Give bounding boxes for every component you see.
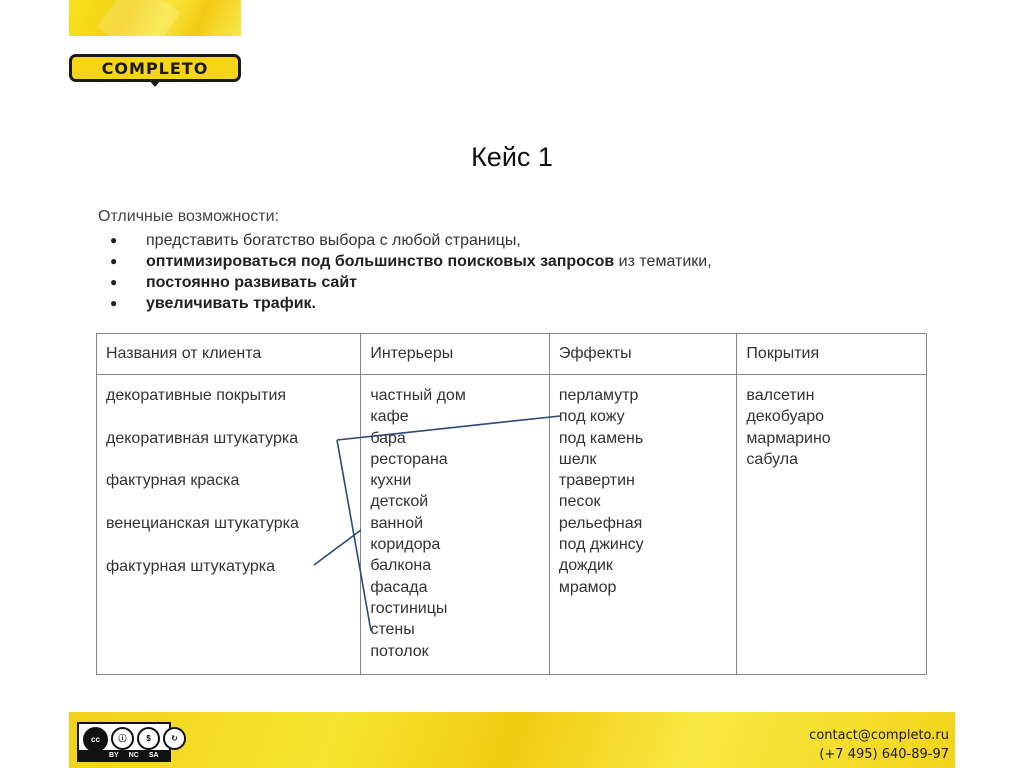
bullet-item: ● оптимизироваться под большинство поисковых запросов из тематики, [98,251,858,272]
list-item: под джинсу [558,536,644,554]
cc-icon: cc [83,727,108,752]
header-interiors: Интерьеры [361,334,550,375]
header-coatings: Покрытия [737,334,927,375]
list-item: бара [370,429,406,447]
effects-list [559,375,737,598]
contact-email[interactable]: contact@completo.ru [809,728,949,743]
cell-effects [549,375,737,675]
case-table [96,333,927,675]
list-item: кафе [370,408,409,426]
list-item: стены [370,621,415,639]
list-item: фактурная штукатурка [106,557,276,575]
intro-heading: Отличные возможности: [98,208,279,225]
client-names-list [106,375,360,598]
list-item: декобуаро [746,408,825,426]
list-item: декоративные покрытия [106,387,287,404]
bullet-item: ● постоянно развивать сайт [98,272,858,293]
cell-interiors [361,375,550,675]
list-item: песок [558,493,601,511]
list-item: мармарино [746,429,831,447]
license-labels: BY NC SA [109,752,159,759]
list-item: ванной [370,514,424,532]
bullet-list [98,230,858,314]
logo-badge [69,54,241,82]
list-item: травертин [558,472,635,490]
list-item: перламутр [558,387,639,404]
cell-client-names [97,375,361,675]
list-item: шелк [558,450,597,468]
list-item: сабула [746,450,799,468]
slide-title: Кейс 1 [471,142,553,172]
creative-commons-badge [77,722,178,762]
top-yellow-band [69,0,241,36]
list-item: кухни [370,472,412,490]
list-item: детской [370,493,429,511]
list-item: ресторана [370,450,448,468]
list-item: валсетин [746,387,815,404]
list-item: венецианская штукатурка [106,515,299,533]
list-item: коридора [370,536,441,554]
list-item: под кожу [558,408,625,426]
cc-icon-row [83,727,186,752]
list-item: фасада [370,578,428,596]
table-row [97,375,927,675]
completo-logo [69,54,241,88]
header-client-names: Названия от клиента [97,334,361,375]
list-item: рельефная [558,514,643,532]
list-item: гостиницы [370,599,448,617]
list-item: частный дом [370,387,466,404]
list-item: балкона [370,557,432,575]
contact-info [809,726,949,764]
list-item: фактурная краска [106,472,240,490]
logo-text: COMPLETO [101,58,209,78]
list-item: декоративная штукатурка [106,429,299,447]
by-icon: ⓘ [111,727,134,750]
interiors-list [370,375,549,662]
header-effects: Эффекты [549,334,737,375]
sa-icon: ↻ [163,727,186,750]
bullet-item: ● представить богатство выбора с любой страницы, [98,230,858,251]
intro-section [98,207,858,314]
list-item: мрамор [558,578,617,596]
table-header-row [97,334,927,375]
cell-coatings [737,375,927,675]
logo-tail [149,80,161,87]
list-item: потолок [370,642,429,660]
footer-band [69,712,955,768]
coatings-list [746,375,926,470]
bullet-item: ● увеличивать трафик. [98,293,858,314]
nc-icon: $ [137,727,160,750]
list-item: под камень [558,429,644,447]
list-item: дождик [558,557,613,575]
contact-phone: (+7 495) 640-89-97 [819,747,949,762]
